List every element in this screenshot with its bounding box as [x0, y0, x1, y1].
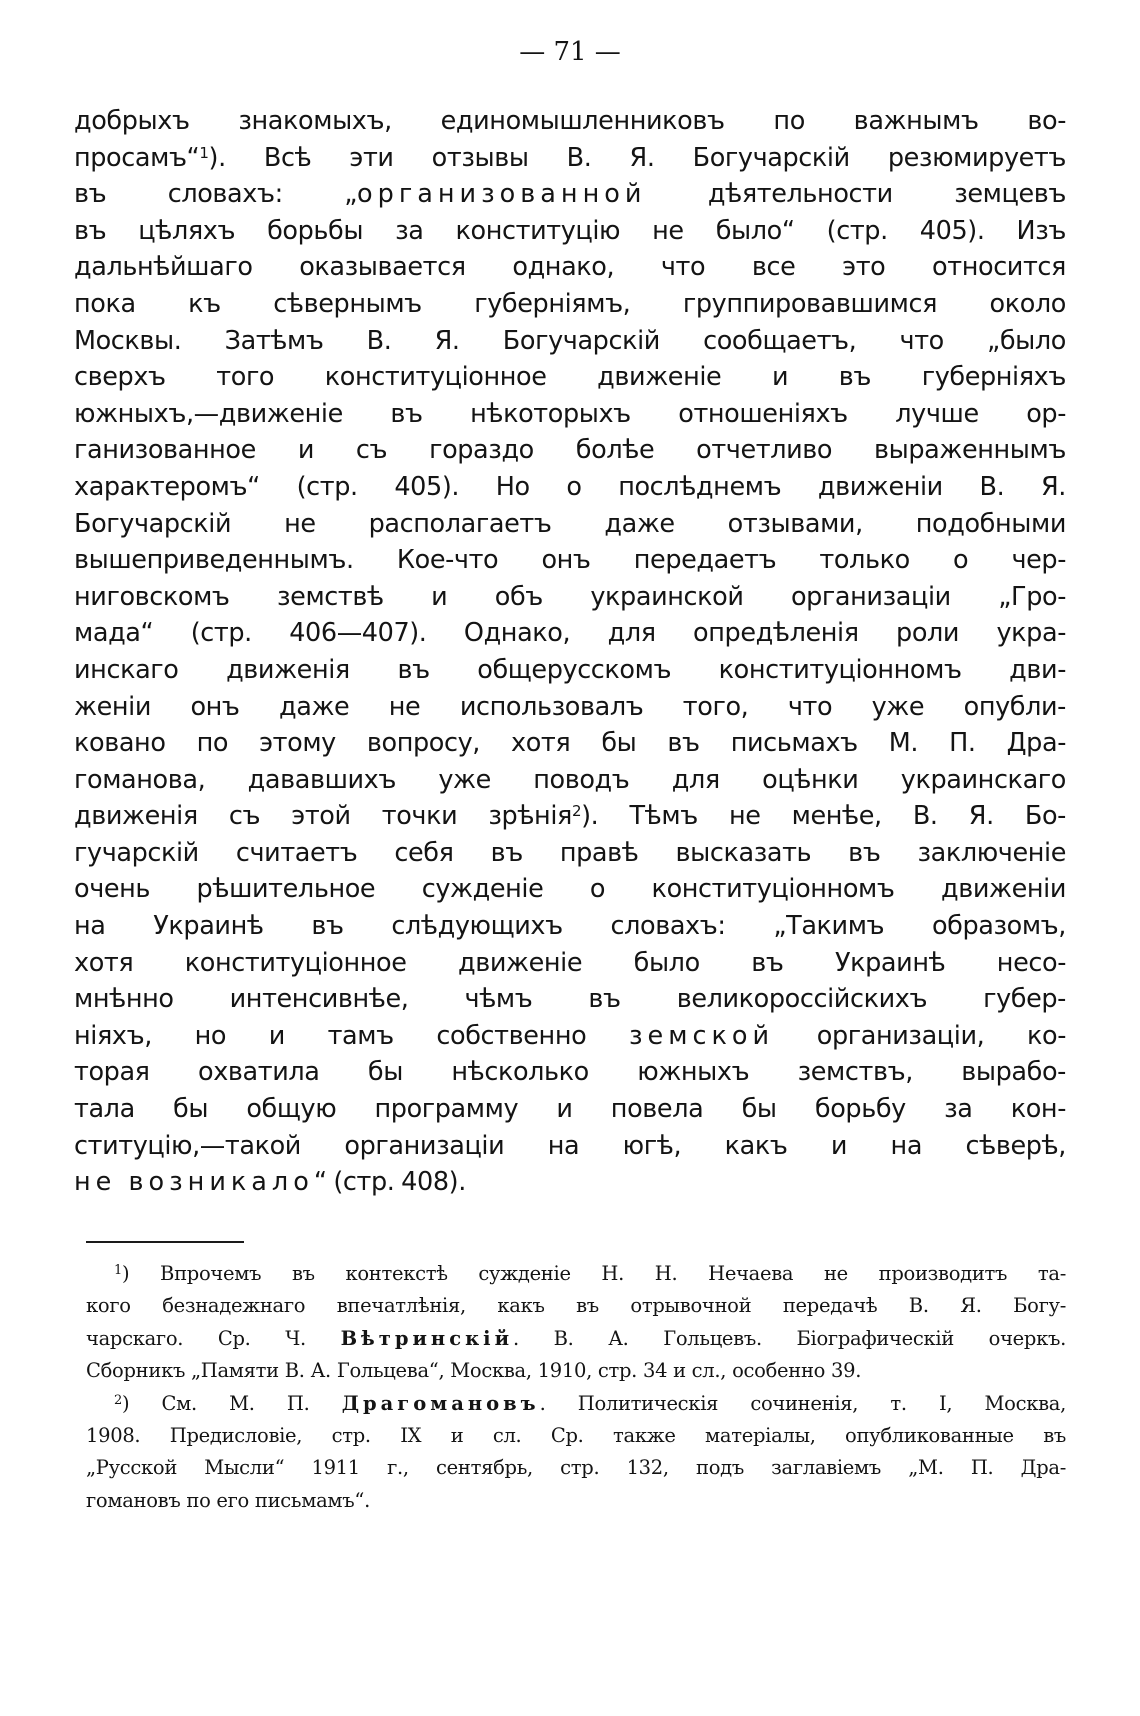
body-line: южныхъ,—движеніе въ нѣкоторыхъ отношеніяхъ лучше ор-: [74, 398, 1066, 429]
body-line: добрыхъ знакомыхъ, единомышленниковъ по важнымъ во-: [74, 106, 1066, 136]
body-line: Москвы. Затѣмъ В. Я. Богучарскій сообщаетъ, что „было: [74, 325, 1066, 356]
text-span: “ (стр. 408).: [313, 1167, 466, 1198]
footnote-mark-1: 1: [114, 1263, 122, 1278]
body-line: [74, 1018, 1066, 1055]
body-line: ниговскомъ земствѣ и объ украинской организаціи „Гро-: [74, 581, 1066, 612]
body-line: Богучарскій не располагаетъ даже отзывами, подобными: [74, 508, 1066, 539]
body-line: [74, 798, 1066, 835]
body-line: вышеприведеннымъ. Кое-что онъ передаетъ только о чер-: [74, 545, 1066, 576]
footnote-line: Сборникъ „Памяти В. А. Гольцева“, Москва, 1910, стр. 34 и сл., особенно 39.: [86, 1359, 862, 1383]
footnote-divider: [86, 1241, 244, 1243]
body-line: пока къ сѣвернымъ губерніямъ, группировавшимся около: [74, 288, 1066, 319]
text-span: ). Всѣ эти отзывы В. Я. Богучарскій резюмируетъ: [208, 142, 1066, 173]
spaced-emphasis: организованной: [357, 179, 647, 210]
page-number: — 71 —: [519, 37, 621, 67]
body-line: мнѣнно интенсивнѣе, чѣмъ въ великороссійскихъ губер-: [74, 984, 1066, 1015]
body-line: мада“ (стр. 406—407). Однако, для опредѣленія роли укра-: [74, 618, 1066, 649]
footnotes: [86, 1258, 1066, 1517]
body-line: торая охватила бы нѣсколько южныхъ земствъ, вырабо-: [74, 1057, 1066, 1088]
body-line: [74, 176, 1066, 213]
body-line: въ цѣляхъ борьбы за конституцію не было“ (стр. 405). Изъ: [74, 215, 1066, 246]
text-span: чарскаго. Ср. Ч.: [86, 1326, 341, 1350]
text-span: . Политическія сочиненія, т. I, Москва,: [539, 1391, 1066, 1415]
footnote-line: [86, 1323, 1066, 1355]
footnote-line: [86, 1258, 1066, 1290]
text-span: ніяхъ, но и тамъ собственно: [74, 1020, 629, 1051]
body-line: характеромъ“ (стр. 405). Но о послѣднемъ движеніи В. Я.: [74, 471, 1066, 502]
footnote-line: [86, 1388, 1066, 1420]
text-span: ) Впрочемъ въ контекстѣ сужденіе Н. Н. Нечаева не производитъ та-: [121, 1262, 1066, 1285]
body-line: хотя конституціонное движеніе было въ Украинѣ несо-: [74, 947, 1066, 978]
body-line: гоманова, дававшихъ уже поводъ для оцѣнки украинскаго: [74, 764, 1066, 795]
spaced-emphasis: Вѣтринскій: [340, 1326, 514, 1350]
body-line: дальнѣйшаго оказывается однако, что все это относится: [74, 252, 1066, 283]
footnote-line: кого безнадежнаго впечатлѣнія, какъ въ отрывочной передачѣ В. Я. Богу-: [86, 1294, 1066, 1318]
body-line: очень рѣшительное сужденіе о конституціонномъ движеніи: [74, 874, 1066, 905]
body-line: гучарскій считаетъ себя въ правѣ высказать въ заключеніе: [74, 837, 1066, 868]
body-line: [74, 1164, 1066, 1201]
footnote-line: гомановъ по его письмамъ“.: [86, 1488, 370, 1512]
text-span: ) См. М. П.: [121, 1391, 342, 1415]
text-span: . В. А. Гольцевъ. Біографическій очеркъ.: [513, 1326, 1066, 1350]
body-line: сверхъ того конституціонное движеніе и въ губерніяхъ: [74, 362, 1066, 393]
body-text: [74, 103, 1066, 1201]
spaced-emphasis: не возникало: [74, 1167, 314, 1198]
body-line: [74, 140, 1066, 177]
body-line: на Украинѣ въ слѣдующихъ словахъ: „Такимъ образомъ,: [74, 911, 1066, 942]
text-span: ). Тѣмъ не менѣе, В. Я. Бо-: [581, 801, 1066, 832]
text-span: дѣятельности земцевъ: [646, 179, 1066, 210]
footnote-line: 1908. Предисловіе, стр. IX и сл. Ср. также матеріалы, опубликованные въ: [86, 1423, 1066, 1447]
footnote-mark-2: 2: [114, 1392, 122, 1408]
body-line: тала бы общую программу и повела бы борьбу за кон-: [74, 1094, 1066, 1125]
text-span: движенія съ этой точки зрѣнія: [74, 801, 572, 832]
body-line: ституцію,—такой организаціи на югѣ, какъ и на сѣверѣ,: [74, 1130, 1066, 1161]
footnote-line: „Русской Мысли“ 1911 г., сентябрь, стр. 132, подъ заглавіемъ „М. П. Дра-: [86, 1456, 1066, 1480]
footnote-ref-1[interactable]: 1: [199, 143, 209, 162]
body-line: ковано по этому вопросу, хотя бы въ письмахъ М. П. Дра-: [74, 728, 1066, 759]
body-line: ганизованное и съ гораздо болѣе отчетливо выраженнымъ: [74, 435, 1066, 466]
body-line: женіи онъ даже не использовалъ того, что уже опубли-: [74, 691, 1066, 722]
text-span: просамъ“: [74, 142, 200, 173]
body-line: инскаго движенія въ общерусскомъ конституціонномъ дви-: [74, 654, 1066, 685]
spaced-emphasis: Драгомановъ: [341, 1391, 540, 1415]
text-span: въ словахъ: „: [74, 179, 358, 210]
text-span: организаціи, ко-: [774, 1020, 1067, 1051]
spaced-emphasis: земской: [628, 1020, 775, 1051]
footnote-ref-2[interactable]: 2: [571, 802, 582, 821]
